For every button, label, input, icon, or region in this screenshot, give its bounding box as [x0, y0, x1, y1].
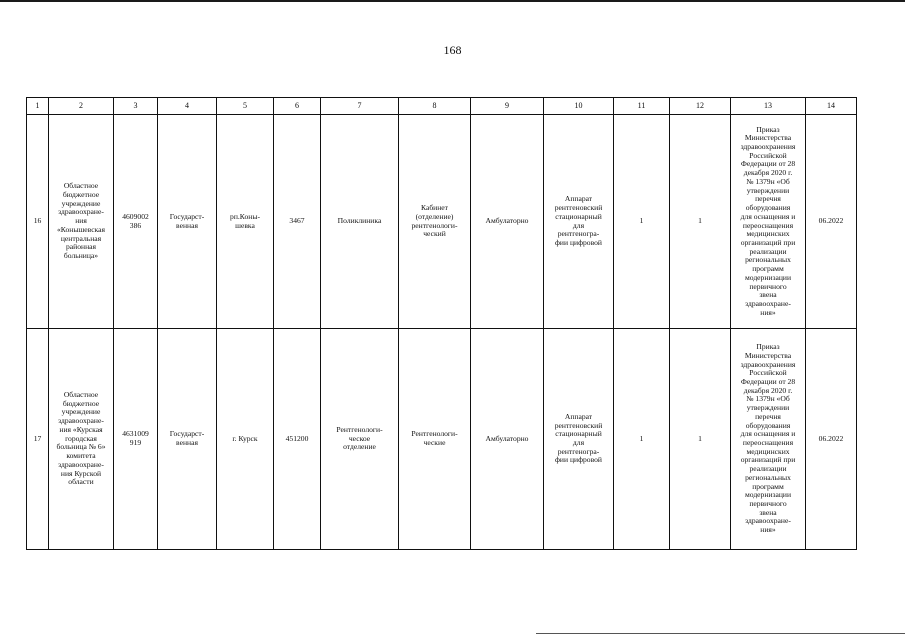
column-header: 9: [471, 98, 544, 115]
date-cell: 06.2022: [806, 115, 857, 329]
number-cell: 451200: [274, 329, 321, 550]
care-type-cell: Амбулаторно: [471, 115, 544, 329]
locality-cell: г. Курск: [217, 329, 274, 550]
row-number-cell: 16: [27, 115, 49, 329]
column-header: 8: [399, 98, 471, 115]
column-header: 3: [114, 98, 158, 115]
column-number-row: [27, 98, 857, 115]
legal-basis-cell: Приказ Министерства здравоохранения Российской Федерации от 28 декабря 2020 г. № 1379н «Об утверждении перечня оборудования для оснащения и переоснащения медицинских организаций при реализации региональных программ модернизации первичного звена здравоохране- ния»: [731, 329, 806, 550]
page-number: 168: [443, 43, 462, 57]
department-cell: Рентгенологи- ческие: [399, 329, 471, 550]
organization-cell: Областное бюджетное учреждение здравоохране- ния «Курская городская больница № 6» комитета здравоохране- ния Курской области: [49, 329, 114, 550]
quantity-cell: 1: [614, 329, 670, 550]
code-cell: 4609002 386: [114, 115, 158, 329]
scan-top-edge: [0, 0, 905, 2]
department-cell: Кабинет (отделение) рентгенологи- ческий: [399, 115, 471, 329]
column-header: 5: [217, 98, 274, 115]
table-row: [27, 115, 857, 329]
column-header: 1: [27, 98, 49, 115]
column-header: 14: [806, 98, 857, 115]
column-header: 4: [158, 98, 217, 115]
column-header: 10: [544, 98, 614, 115]
column-header: 7: [321, 98, 399, 115]
code-cell: 4631009 919: [114, 329, 158, 550]
equipment-cell: Аппарат рентгеновский стационарный для рентгеногра- фии цифровой: [544, 329, 614, 550]
equipment-cell: Аппарат рентгеновский стационарный для рентгеногра- фии цифровой: [544, 115, 614, 329]
row-number-cell: 17: [27, 329, 49, 550]
care-type-cell: Амбулаторно: [471, 329, 544, 550]
column-header: 6: [274, 98, 321, 115]
ownership-cell: Государст- венная: [158, 115, 217, 329]
locality-cell: рп.Коны- шевка: [217, 115, 274, 329]
equipment-table: [26, 97, 857, 550]
column-header: 11: [614, 98, 670, 115]
table-row: [27, 329, 857, 550]
ownership-cell: Государст- венная: [158, 329, 217, 550]
column-header: 13: [731, 98, 806, 115]
number-cell: 3467: [274, 115, 321, 329]
legal-basis-cell: Приказ Министерства здравоохранения Российской Федерации от 28 декабря 2020 г. № 1379н «Об утверждении перечня оборудования для оснащения и переоснащения медицинских организаций при реализации региональных программ модернизации первичного звена здравоохране- ния»: [731, 115, 806, 329]
column-header: 12: [670, 98, 731, 115]
organization-cell: Областное бюджетное учреждение здравоохране- ния «Конышевская центральная районная больница»: [49, 115, 114, 329]
quantity-cell: 1: [614, 115, 670, 329]
unit-cell: Поликлиника: [321, 115, 399, 329]
quantity-cell: 1: [670, 329, 731, 550]
quantity-cell: 1: [670, 115, 731, 329]
date-cell: 06.2022: [806, 329, 857, 550]
unit-cell: Рентгенологи- ческое отделение: [321, 329, 399, 550]
column-header: 2: [49, 98, 114, 115]
scan-bottom-edge: [536, 633, 905, 634]
